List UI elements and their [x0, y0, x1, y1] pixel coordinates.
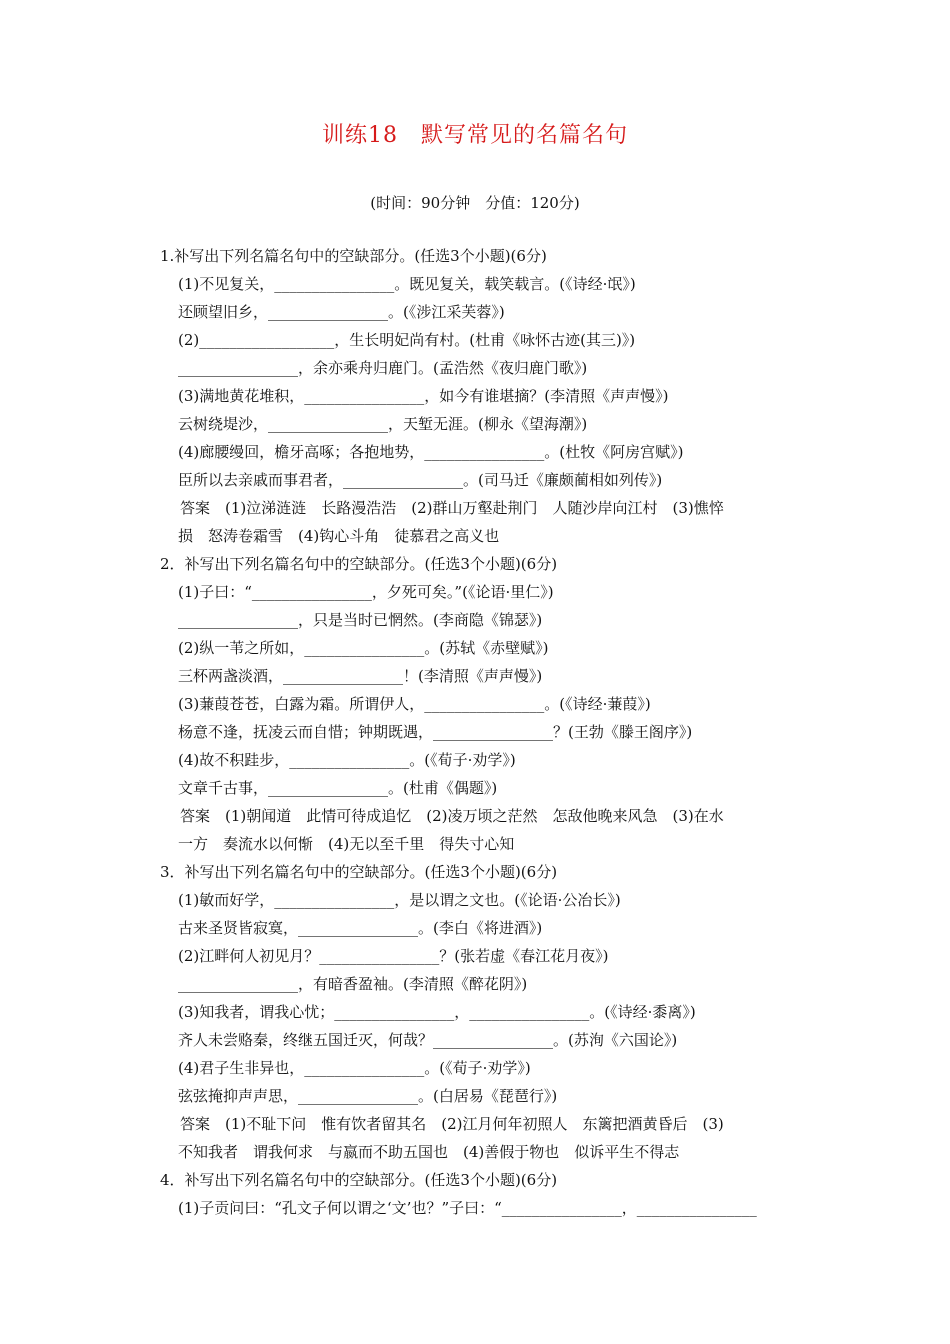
answer-line: 答案 (1)朝闻道 此情可待成追忆 (2)凌万顷之茫然 怎敌他晚来风急 (3)在水 — [180, 807, 724, 825]
question-line: ________________，余亦乘舟归鹿门。(孟浩然《夜归鹿门歌》) — [178, 359, 588, 377]
question-line: 杨意不逢，抚凌云而自惜；钟期既遇，________________？(王勃《滕王阁序》) — [178, 723, 693, 741]
question-line: 三杯两盏淡酒，________________！(李清照《声声慢》) — [178, 667, 543, 685]
question-line: 臣所以去亲戚而事君者，________________。(司马迁《廉颇蔺相如列传》) — [178, 471, 663, 489]
question-line: 古来圣贤皆寂寞，________________。(李白《将进酒》) — [178, 919, 543, 937]
question-line: (1)子贡问曰：“孔文子何以谓之‘文’也？”子曰：“________________，________________ — [178, 1199, 757, 1217]
answer-line: 一方 奏流水以何惭 (4)无以至千里 得失寸心知 — [178, 835, 515, 853]
question-line: ________________，只是当时已惘然。(李商隐《锦瑟》) — [178, 611, 543, 629]
answer-line: 答案 (1)泣涕涟涟 长路漫浩浩 (2)群山万壑赴荆门 人随沙岸向江村 (3)憔悴 — [180, 499, 724, 517]
question-line: 齐人未尝赂秦，终继五国迁灭，何哉？________________。(苏洵《六国论》) — [178, 1031, 678, 1049]
question-line: 还顾望旧乡，________________。(《涉江采芙蓉》) — [178, 303, 505, 321]
question-line: (3)满地黄花堆积，________________，如今有谁堪摘？(李清照《声声慢》) — [178, 387, 669, 405]
time-and-score: (时间：90分钟 分值：120分) — [370, 194, 580, 212]
question-line: (3)知我者，谓我心忧；________________，________________。(《诗经·黍离》) — [178, 1003, 696, 1021]
question-line: (1)子曰：“________________，夕死可矣。”(《论语·里仁》) — [178, 583, 554, 601]
question-line: (4)君子生非异也，________________。(《荀子·劝学》) — [178, 1059, 531, 1077]
question-2-heading: 2．补写出下列名篇名句中的空缺部分。(任选3个小题)(6分) — [160, 555, 558, 573]
question-line: (2)纵一苇之所如，________________。(苏轼《赤壁赋》) — [178, 639, 549, 657]
question-line: 弦弦掩抑声声思，________________。(白居易《琵琶行》) — [178, 1087, 558, 1105]
question-1-heading: 1.补写出下列名篇名句中的空缺部分。(任选3个小题)(6分) — [160, 247, 547, 265]
question-line: (4)故不积跬步，________________。(《荀子·劝学》) — [178, 751, 516, 769]
question-line: (1)不见复关，________________。既见复关，载笑载言。(《诗经·氓》) — [178, 275, 636, 293]
question-line: (2)__________________，生长明妃尚有村。(杜甫《咏怀古迹(其三)》) — [178, 331, 636, 349]
question-line: 云树绕堤沙，________________，天堑无涯。(柳永《望海潮》) — [178, 415, 588, 433]
page-title: 训练18 默写常见的名篇名句 — [322, 123, 628, 148]
question-line: (2)江畔何人初见月？________________？(张若虚《春江花月夜》) — [178, 947, 609, 965]
question-line: ________________，有暗香盈袖。(李清照《醉花阴》) — [178, 975, 528, 993]
answer-line: 答案 (1)不耻下问 惟有饮者留其名 (2)江月何年初照人 东篱把酒黄昏后 (3) — [180, 1115, 724, 1133]
question-line: 文章千古事，________________。(杜甫《偶题》) — [178, 779, 498, 797]
question-4-heading: 4．补写出下列名篇名句中的空缺部分。(任选3个小题)(6分) — [160, 1171, 558, 1189]
answer-line: 损 怒涛卷霜雪 (4)钩心斗角 徒慕君之高义也 — [178, 527, 500, 545]
question-line: (1)敏而好学，________________，是以谓之文也。(《论语·公冶长》) — [178, 891, 621, 909]
question-3-heading: 3．补写出下列名篇名句中的空缺部分。(任选3个小题)(6分) — [160, 863, 558, 881]
question-line: (3)蒹葭苍苍，白露为霜。所谓伊人，________________。(《诗经·蒹葭》) — [178, 695, 651, 713]
question-line: (4)廊腰缦回，檐牙高啄；各抱地势，________________。(杜牧《阿房宫赋》) — [178, 443, 684, 461]
answer-line: 不知我者 谓我何求 与嬴而不助五国也 (4)善假于物也 似诉平生不得志 — [178, 1143, 680, 1161]
